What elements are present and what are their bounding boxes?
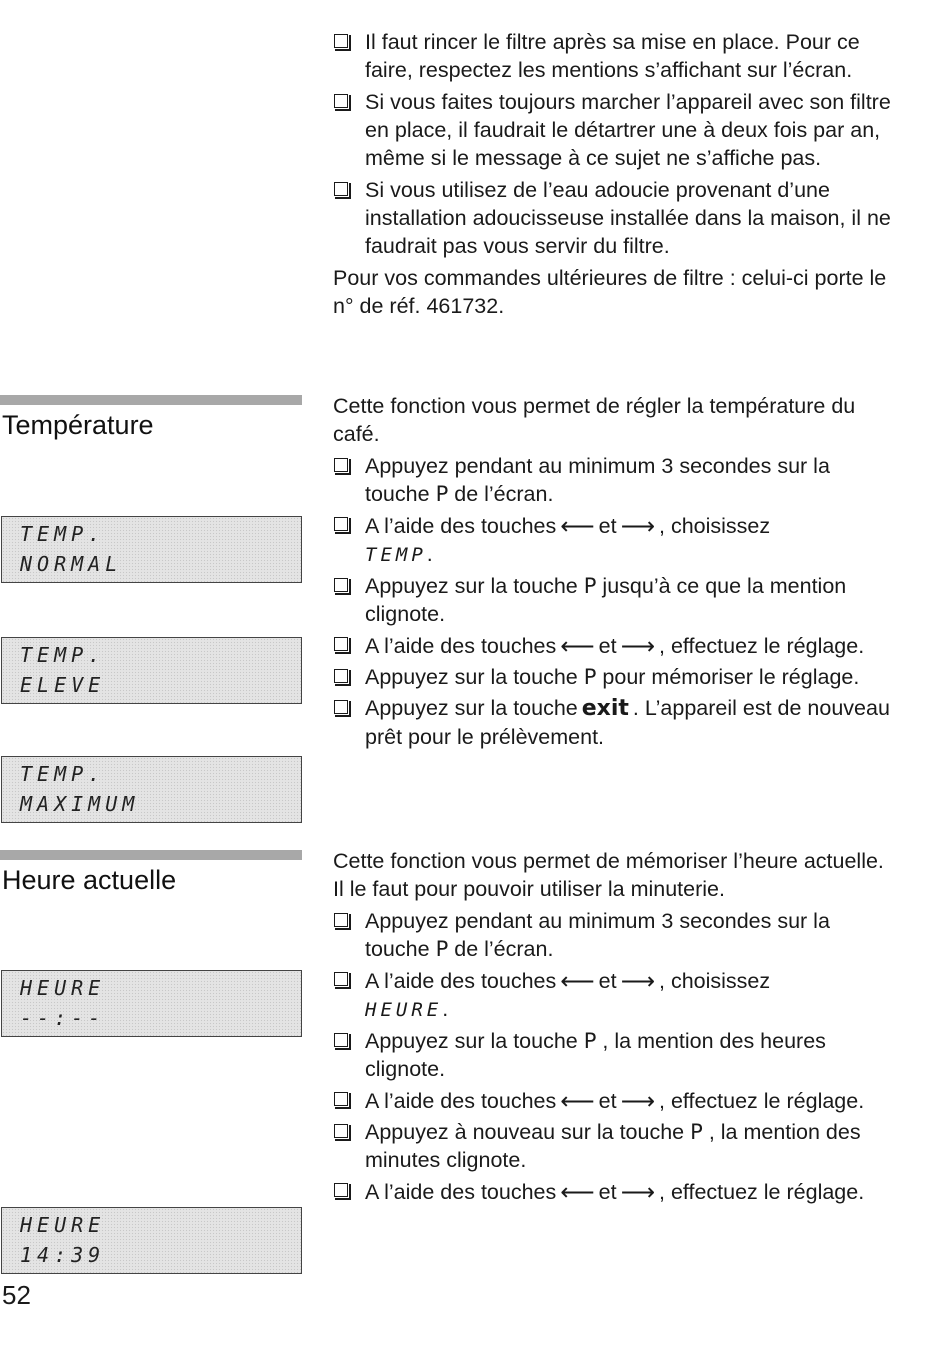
list-item: Appuyez sur la touche exit . L’appareil est de nouveau prêt pour le prélèvement. (333, 694, 893, 751)
lcd-line: 14:39 (20, 1243, 106, 1267)
section-divider (0, 850, 302, 860)
checkbox-bullet-icon (334, 700, 348, 714)
checkbox-bullet-icon (334, 1183, 348, 1197)
lcd-line: TEMP. (20, 762, 106, 786)
list-item: A l’aide des touches ⟵ et ⟶ , effectuez le réglage. (333, 631, 893, 660)
p-key-icon: P (583, 574, 597, 598)
list-item: Si vous utilisez de l’eau adoucie provenant d’une installation adoucisseuse installée dans la maison, il ne faudrait pas vous servir du filtre. (333, 176, 893, 260)
section-divider (0, 395, 302, 405)
arrow-left-icon: ⟵ (560, 632, 595, 660)
checkbox-bullet-icon (334, 1092, 348, 1106)
arrow-right-icon: ⟶ (620, 1087, 655, 1115)
list-item: Appuyez sur la touche P pour mémoriser le réglage. (333, 663, 893, 691)
checkbox-bullet-icon (334, 458, 348, 472)
section-intro: Cette fonction vous permet de mémoriser l’heure actuelle. Il le faut pour pouvoir utiliser la minuterie. (333, 849, 884, 901)
lcd-line: TEMP. (20, 522, 106, 546)
checkbox-bullet-icon (334, 913, 348, 927)
reference-note: Pour vos commandes ultérieures de filtre : celui-ci porte le n° de réf. 461732. (333, 266, 887, 318)
section-title-current-time: Heure actuelle (2, 865, 177, 895)
lcd-line: MAXIMUM (20, 792, 140, 816)
lcd-line: HEURE (20, 1213, 106, 1237)
arrow-left-icon: ⟵ (560, 1087, 595, 1115)
checkbox-bullet-icon (334, 182, 348, 196)
lcd-line: ELEVE (20, 673, 106, 697)
checkbox-bullet-icon (334, 94, 348, 108)
checkbox-bullet-icon (334, 517, 348, 531)
arrow-right-icon: ⟶ (620, 512, 655, 540)
lcd-display-heure-set (1, 1207, 302, 1274)
section-title-temperature: Température (2, 410, 154, 440)
p-key-icon: P (435, 482, 449, 506)
checkbox-bullet-icon (334, 1124, 348, 1138)
list-item: Appuyez sur la touche P , la mention des heures clignote. (333, 1027, 893, 1083)
list-item: A l’aide des touches ⟵ et ⟶ , effectuez le réglage. (333, 1086, 893, 1115)
arrow-right-icon: ⟶ (620, 1178, 655, 1206)
checkbox-bullet-icon (334, 637, 348, 651)
lcd-display-heure-empty (1, 970, 302, 1037)
arrow-right-icon: ⟶ (620, 632, 655, 660)
lcd-display-temp-normal (1, 516, 302, 583)
list-item: Appuyez à nouveau sur la touche P , la mention des minutes clignote. (333, 1118, 893, 1174)
list-item: Il faut rincer le filtre après sa mise en place. Pour ce faire, respectez les mentions s’affichant sur l’écran. (333, 28, 893, 84)
display-word: TEMP (365, 544, 427, 566)
checkbox-bullet-icon (334, 34, 348, 48)
lcd-display-temp-eleve (1, 637, 302, 704)
lcd-display-temp-maximum (1, 756, 302, 823)
exit-key-label: exit (581, 696, 629, 721)
arrow-right-icon: ⟶ (620, 967, 655, 995)
p-key-icon: P (690, 1120, 703, 1144)
arrow-left-icon: ⟵ (560, 512, 595, 540)
p-key-icon: P (583, 665, 597, 689)
checkbox-bullet-icon (334, 972, 348, 986)
list-item: Si vous faites toujours marcher l’appareil avec son filtre en place, il faudrait le détartrer une à deux fois par an, même si le message à ce sujet ne s’affiche pas. (333, 88, 893, 172)
list-item: Appuyez pendant au minimum 3 secondes sur la touche P de l’écran. (333, 452, 893, 508)
current-time-instructions (333, 847, 893, 1206)
list-item: A l’aide des touches ⟵ et ⟶ , choisissez TEMP. (333, 511, 893, 569)
checkbox-bullet-icon (334, 669, 348, 683)
temperature-instructions (333, 392, 893, 751)
lcd-line: --:-- (20, 1006, 106, 1030)
lcd-line: HEURE (20, 976, 106, 1000)
list-item: A l’aide des touches ⟵ et ⟶ , choisissez HEURE. (333, 966, 893, 1024)
lcd-line: NORMAL (20, 552, 123, 576)
list-item: Appuyez sur la touche P jusqu’à ce que la mention clignote. (333, 572, 893, 628)
list-item: A l’aide des touches ⟵ et ⟶ , effectuez le réglage. (333, 1177, 893, 1206)
display-word: HEURE (365, 999, 443, 1021)
checkbox-bullet-icon (334, 578, 348, 592)
checkbox-bullet-icon (334, 1033, 348, 1047)
list-item: Appuyez pendant au minimum 3 secondes sur la touche P de l’écran. (333, 907, 893, 963)
page-number: 52 (2, 1280, 31, 1310)
section-intro: Cette fonction vous permet de régler la température du café. (333, 394, 856, 446)
p-key-icon: P (435, 937, 449, 961)
p-key-icon: P (583, 1029, 597, 1053)
arrow-left-icon: ⟵ (560, 1178, 595, 1206)
arrow-left-icon: ⟵ (560, 967, 595, 995)
lcd-line: TEMP. (20, 643, 106, 667)
filter-instructions (333, 28, 893, 320)
